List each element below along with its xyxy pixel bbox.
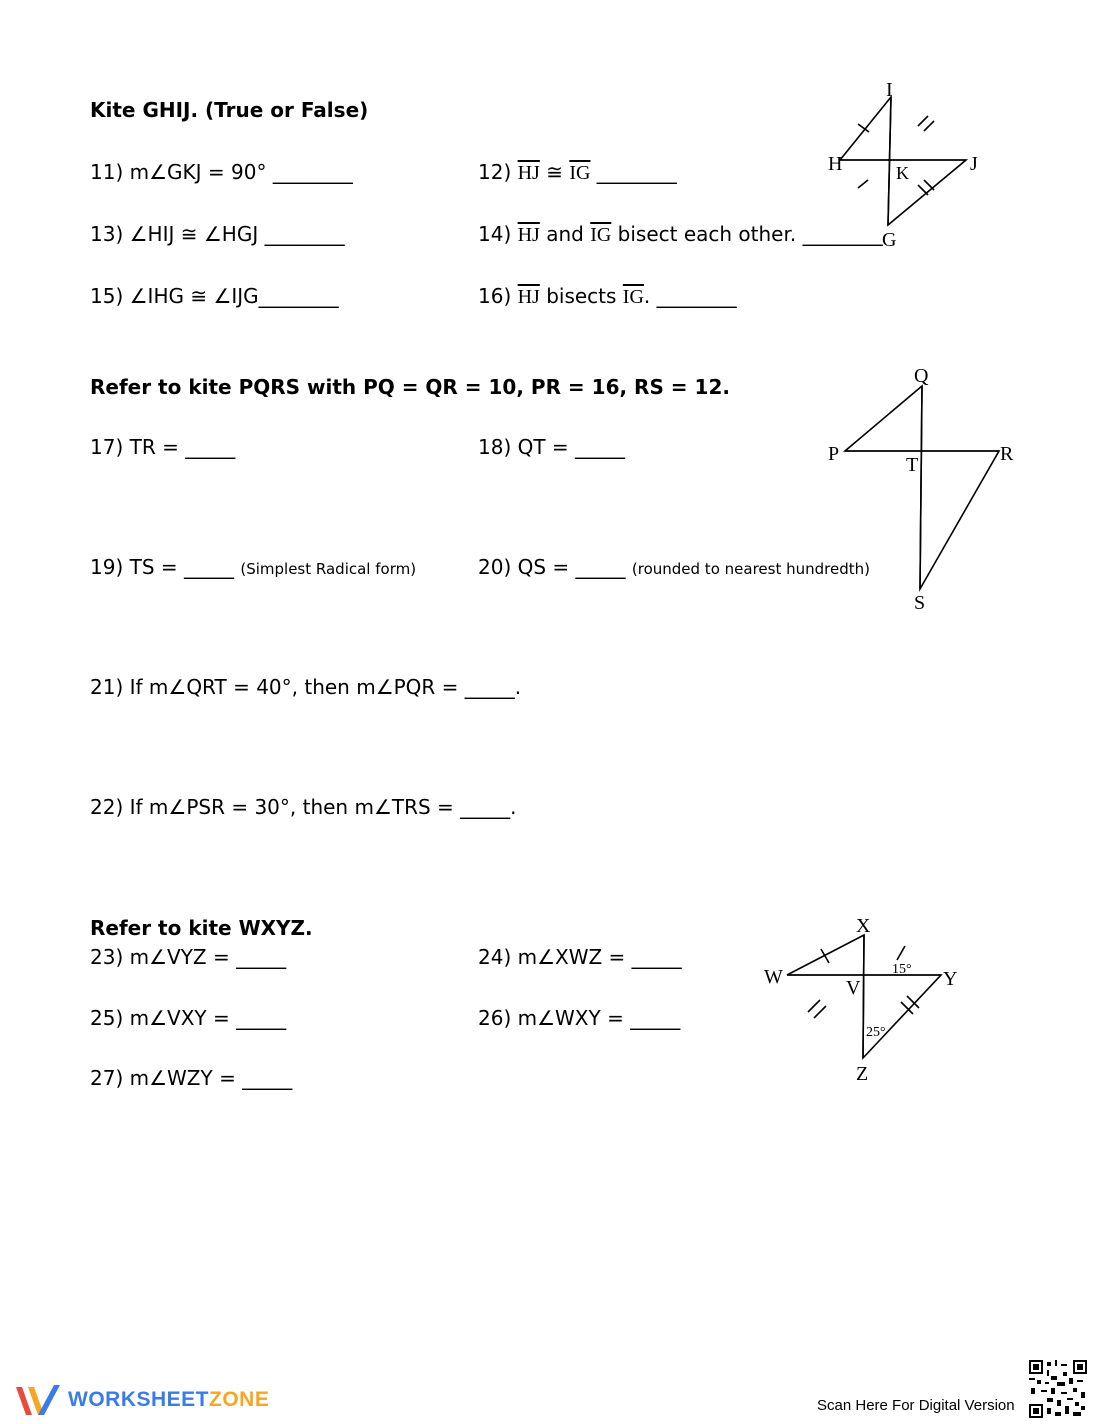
question-12-number: 12) (478, 160, 518, 184)
kite-ghij-outline (840, 97, 966, 225)
and-text: and (539, 222, 591, 246)
label-v: V (846, 977, 861, 999)
diagonal-ig (888, 97, 891, 225)
diagonal-xz (863, 935, 864, 1058)
label-k: K (896, 163, 909, 183)
label-i: I (886, 79, 893, 101)
tick-ij-1 (918, 116, 928, 126)
segment-ig: $\overline{IG}$ (622, 286, 644, 308)
tick-yz-2 (907, 996, 919, 1008)
congruent-symbol: ≅ (539, 160, 570, 184)
label-z: Z (856, 1063, 869, 1085)
question-16 (478, 284, 737, 309)
label-g: G (882, 229, 897, 251)
question-18: 18) QT = _____ (478, 435, 626, 459)
question-16-rest: . ________ (643, 284, 737, 308)
question-25: 25) m∠VXY = _____ (90, 1006, 287, 1030)
diagonal-qs (920, 386, 922, 589)
question-12 (478, 160, 677, 185)
question-14-number: 14) (478, 222, 518, 246)
label-h: H (828, 153, 843, 175)
section3-title: Refer to kite WXYZ. (90, 916, 313, 940)
answer-blank: ________ (590, 160, 677, 184)
question-16-number: 16) (478, 284, 518, 308)
segment-hj: $\overline{HJ}$ (517, 224, 540, 246)
label-y: Y (943, 968, 958, 990)
question-15: 15) ∠IHG ≅ ∠IJG________ (90, 284, 339, 308)
label-w: W (764, 966, 783, 988)
question-19 (90, 555, 416, 579)
worksheetzone-logo-icon (14, 1383, 62, 1419)
tick-wz-2 (814, 1006, 826, 1018)
question-19-note: (Simplest Radical form) (240, 560, 417, 578)
kite-ghij-diagram (820, 80, 990, 255)
segment-ig: $\overline{IG}$ (569, 162, 591, 184)
brand-name-part2: ZONE (209, 1388, 270, 1411)
brand-name (68, 1388, 269, 1412)
logo-stroke-blue (38, 1385, 60, 1415)
angle-label-15: 15° (892, 962, 912, 977)
section2-title: Refer to kite PQRS with PQ = QR = 10, PR = 16, RS = 12. (90, 375, 730, 399)
question-22: 22) If m∠PSR = 30°, then m∠TRS = _____. (90, 795, 517, 819)
kite-wxyz-diagram (755, 905, 970, 1090)
tick-ij-2 (924, 121, 934, 131)
tick-wz-1 (808, 1000, 820, 1012)
question-26: 26) m∠WXY = _____ (478, 1006, 681, 1030)
label-r: R (1000, 443, 1014, 465)
qr-code-icon[interactable] (1029, 1360, 1087, 1418)
angle-label-25: 25° (866, 1025, 886, 1040)
bisects-text: bisects (539, 284, 623, 308)
segment-hj: $\overline{HJ}$ (517, 286, 540, 308)
section1-title: Kite GHIJ. (True or False) (90, 98, 369, 122)
label-q: Q (914, 365, 929, 387)
kite-pqrs-diagram (820, 360, 1030, 620)
question-11: 11) m∠GKJ = 90° ________ (90, 160, 353, 184)
label-x: X (856, 915, 871, 937)
question-21: 21) If m∠QRT = 40°, then m∠PQR = _____. (90, 675, 522, 699)
segment-hj: $\overline{HJ}$ (517, 162, 540, 184)
tick-jg-2 (924, 180, 934, 190)
tick-jg-1 (918, 185, 928, 195)
question-14-rest: bisect each other. ________ (611, 222, 883, 246)
question-20 (478, 555, 870, 579)
question-20-text: 20) QS = _____ (478, 555, 626, 579)
scan-text: Scan Here For Digital Version (817, 1397, 1015, 1414)
label-p: P (828, 443, 840, 465)
question-13: 13) ∠HIJ ≅ ∠HGJ ________ (90, 222, 345, 246)
label-t: T (906, 454, 919, 476)
question-27: 27) m∠WZY = _____ (90, 1066, 293, 1090)
label-j: J (970, 153, 978, 175)
segment-ig: $\overline{IG}$ (590, 224, 612, 246)
question-17: 17) TR = _____ (90, 435, 236, 459)
tick-hg (858, 180, 868, 188)
question-20-note: (rounded to nearest hundredth) (631, 560, 870, 578)
brand-name-part1: WORKSHEET (68, 1388, 209, 1411)
tick-xy (897, 946, 905, 960)
label-s: S (914, 592, 926, 614)
question-24: 24) m∠XWZ = _____ (478, 945, 682, 969)
question-23: 23) m∠VYZ = _____ (90, 945, 287, 969)
question-19-text: 19) TS = _____ (90, 555, 234, 579)
